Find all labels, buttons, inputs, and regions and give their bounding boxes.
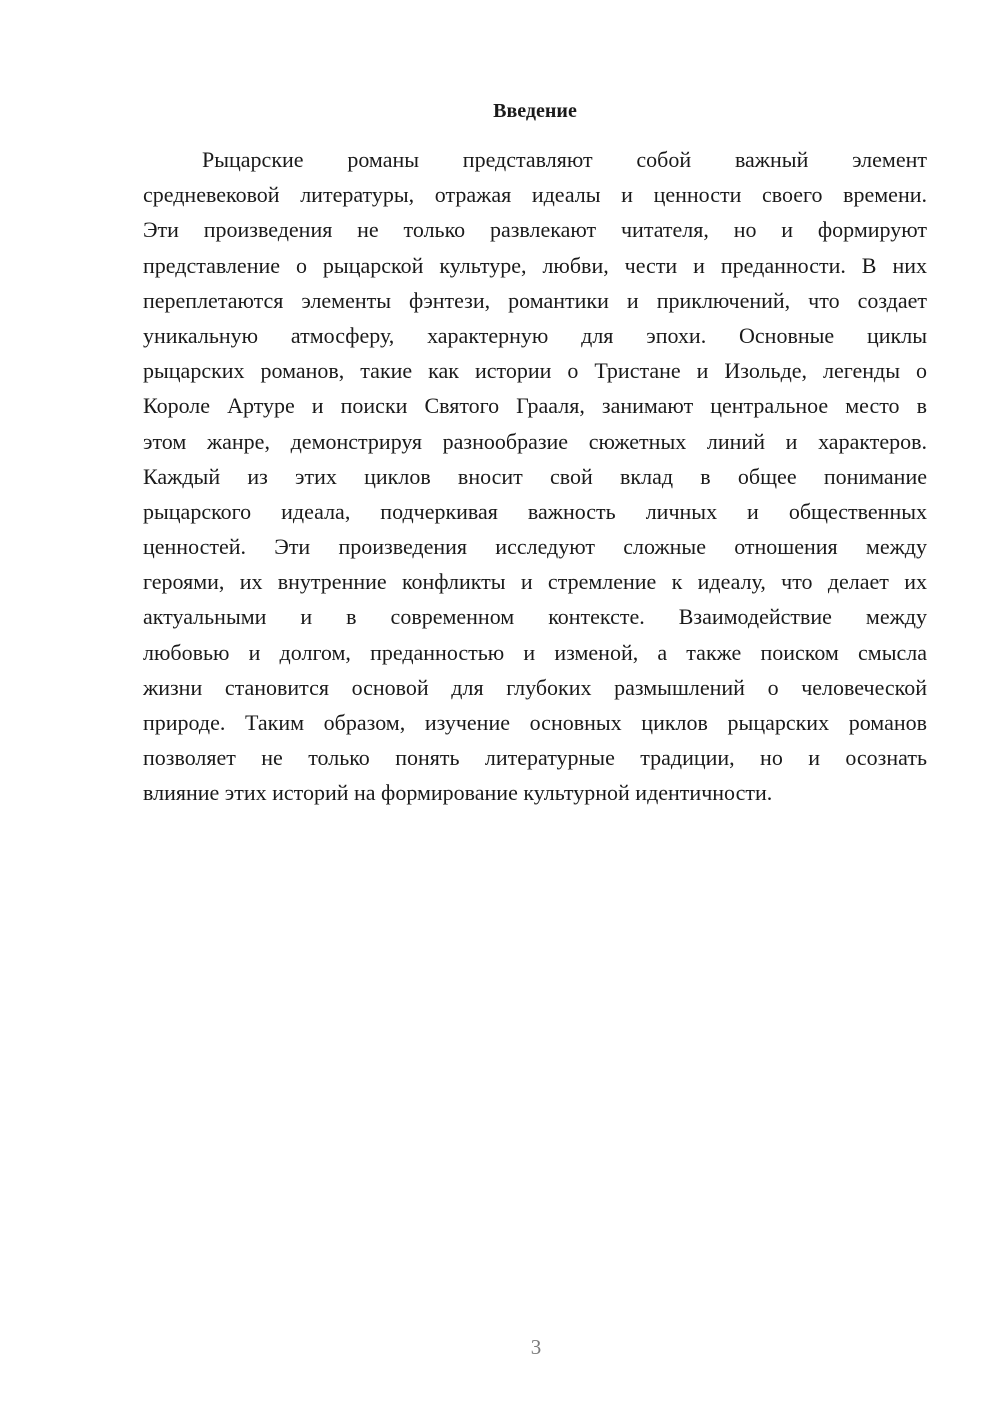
paragraph-line: уникальную атмосферу, характерную для эпохи. Основные циклы	[143, 322, 927, 348]
paragraph-line: рыцарских романов, такие как истории о Тристане и Изольде, легенды о	[143, 358, 927, 384]
paragraph-line: представление о рыцарской культуре, любви, чести и преданности. В них	[143, 252, 927, 278]
paragraph-line: влияние этих историй на формирование культурной идентичности.	[143, 780, 773, 806]
page-number: 3	[530, 1335, 542, 1359]
paragraph-line: актуальными и в современном контексте. Взаимодействие между	[143, 604, 927, 630]
paragraph-line: Рыцарские романы представляют собой важный элемент	[202, 147, 927, 172]
paragraph-line: рыцарского идеала, подчеркивая важность личных и общественных	[143, 498, 927, 524]
paragraph-line: этом жанре, демонстрируя разнообразие сюжетных линий и характеров.	[143, 428, 927, 454]
body-paragraph	[143, 142, 927, 811]
paragraph-line: любовью и долгом, преданностью и изменой, а также поиском смысла	[143, 639, 927, 665]
paragraph-line: Эти произведения не только развлекают читателя, но и формируют	[143, 217, 927, 243]
paragraph-line: Каждый из этих циклов вносит свой вклад в общее понимание	[143, 463, 927, 489]
paragraph-line: переплетаются элементы фэнтези, романтики и приключений, что создает	[143, 287, 927, 313]
paragraph-line: жизни становится основой для глубоких размышлений о человеческой	[143, 674, 927, 700]
paragraph-line: природе. Таким образом, изучение основных циклов рыцарских романов	[143, 710, 927, 735]
paragraph-line: ценностей. Эти произведения исследуют сложные отношения между	[143, 534, 927, 560]
paragraph-line: средневековой литературы, отражая идеалы и ценности своего времени.	[143, 182, 927, 208]
paragraph-line: позволяет не только понять литературные традиции, но и осознать	[143, 745, 927, 771]
paragraph-line: героями, их внутренние конфликты и стремление к идеалу, что делает их	[143, 569, 927, 595]
section-heading: Введение	[493, 100, 577, 122]
paragraph-line: Короле Артуре и поиски Святого Грааля, занимают центральное место в	[143, 393, 927, 419]
